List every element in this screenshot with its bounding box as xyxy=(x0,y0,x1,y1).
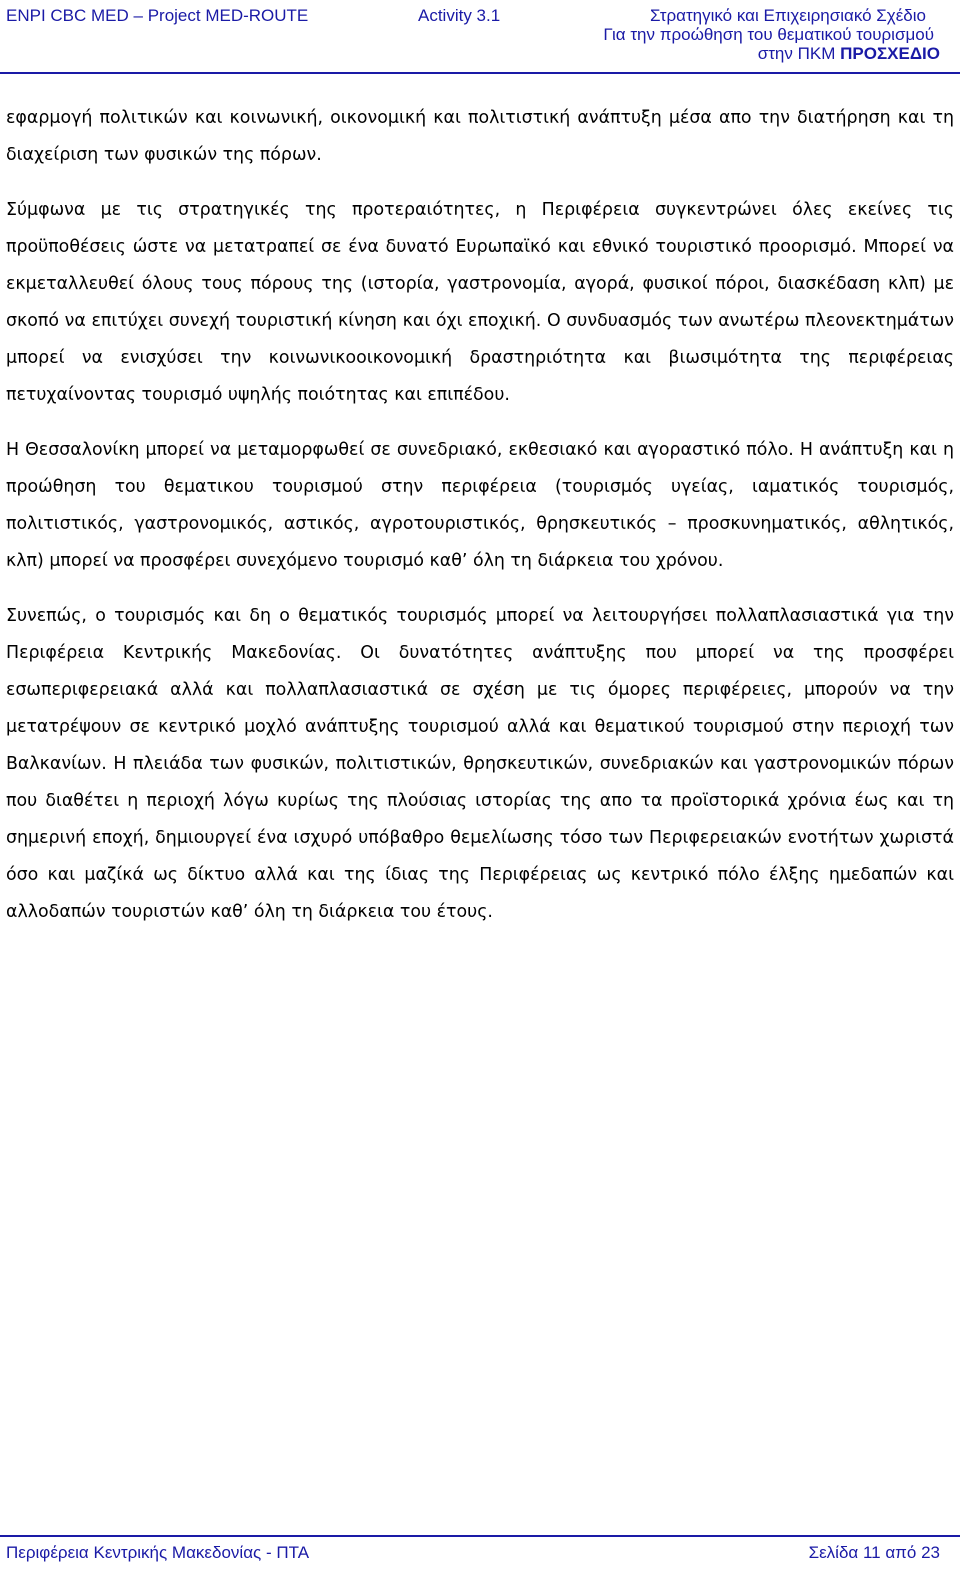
project-name: ENPI CBC MED – Project MED-ROUTE xyxy=(6,6,309,25)
document-body xyxy=(6,100,954,949)
page-footer xyxy=(0,1535,960,1575)
paragraph-1: εφαρμογή πολιτικών και κοινωνική, οικονομική και πολιτιστική ανάπτυξη μέσα απο την διατήρηση και τη διαχείριση των φυσικών της πόρων. xyxy=(6,108,954,165)
paragraph-4: Συνεπώς, ο τουρισμός και δη ο θεματικός τουρισμός μπορεί να λειτουργήσει πολλαπλασιαστικά για την Περιφέρεια Κεντρικής Μακεδονίας. Οι δυνατότητες ανάπτυξης που μπορεί να της προσφέρει εσωπεριφερειακά αλλά και πολλαπλασιαστικά σε σχέση με τις όμορες περιφέρειες, μπορούν να την μετατρέψουν σε κεντρικό μοχλό ανάπτυξης τουρισμού αλλά και θεματικού τουρισμού στην περιοχή των Βαλκανίων. Η πλειάδα των φυσικών, πολιτιστικών, θρησκευτικών, συνεδριακών και γαστρονομικών πόρων που διαθέτει η περιοχή λόγω κυρίως της πλούσιας ιστορίας της απο τα προϊστορικά χρόνια έως και τη σημερινή εποχή, δημιουργεί ένα ισχυρό υπόβαθρο θεμελίωσης τόσο των Περιφερειακών ενοτήτων χωριστά όσο και μαζίκά ως δίκτυο αλλά και της ίδιας της Περιφέρειας ως κεντρικό πόλο έλξης ημεδαπών και αλλοδαπών τουριστών καθ’ όλη τη διάρκεια του έτους. xyxy=(6,606,954,922)
draft-label: ΠΡΟΣΧΕΔΙΟ xyxy=(840,44,940,63)
document-title-line-2: Για την προώθηση του θεματικού τουρισμού xyxy=(603,25,934,44)
header-divider xyxy=(0,72,960,74)
document-title-line-3 xyxy=(758,44,940,64)
paragraph-2: Σύμφωνα με τις στρατηγικές της προτεραιότητες, η Περιφέρεια συγκεντρώνει όλες εκείνες τις προϋποθέσεις ώστε να μετατραπεί σε ένα δυνατό Ευρωπαϊκό και εθνικό τουριστικό προορισμό. Μπορεί να εκμεταλλευθεί όλους τους πόρους της (ιστορία, γαστρονομία, αγορά, φυσικοί πόροι, διασκέδαση κλπ) με σκοπό να επιτύχει συνεχή τουριστική κίνηση και όχι εποχική. Ο συνδυασμός των ανωτέρω πλεονεκτημάτων μπορεί να ενισχύσει την κοινωνικοοικονομική δραστηριότητα και βιωσιμότητα της περιφέρειας πετυχαίνοντας τουρισμό υψηλής ποιότητας και επιπέδου. xyxy=(6,200,954,405)
footer-organization: Περιφέρεια Κεντρικής Μακεδονίας - ΠΤΑ xyxy=(6,1543,310,1562)
page-number: Σελίδα 11 από 23 xyxy=(808,1543,940,1562)
paragraph-3: Η Θεσσαλονίκη μπορεί να μεταμορφωθεί σε συνεδριακό, εκθεσιακό και αγοραστικό πόλο. Η ανάπτυξη και η προώθηση του θεματικου τουρισμού στην περιφέρεια (τουρισμός υγείας, ιαματικός τουρισμός, πολιτιστικός, γαστρονομικός, αστικός, αγροτουριστικός, θρησκευτικός – προσκυνηματικός, αθλητικός, κλπ) μπορεί να προσφέρει συνεχόμενο τουρισμό καθ’ όλη τη διάρκεια του χρόνου. xyxy=(6,440,954,571)
document-title-line-3-prefix: στην ΠΚΜ xyxy=(757,44,841,63)
activity-label: Activity 3.1 xyxy=(418,6,501,25)
footer-divider xyxy=(0,1535,960,1537)
document-title-line-1: Στρατηγικό και Επιχειρησιακό Σχέδιο xyxy=(650,6,926,25)
page-header xyxy=(0,0,960,74)
